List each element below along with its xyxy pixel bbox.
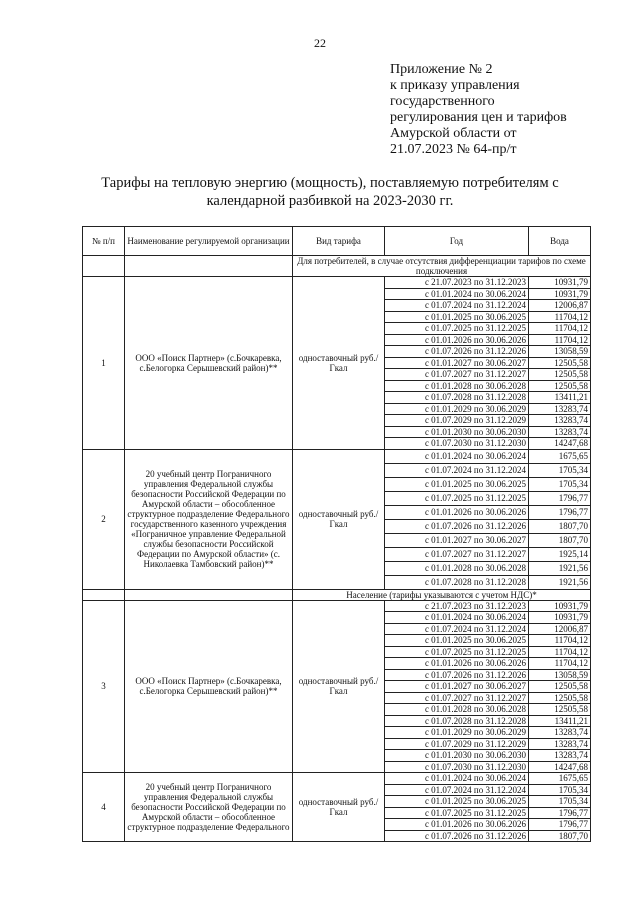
period-cell: с 01.07.2028 по 31.12.2028: [385, 715, 529, 727]
value-cell: 12006,87: [529, 623, 591, 635]
table-row: [83, 773, 591, 785]
value-cell: 13283,74: [529, 750, 591, 762]
tariff-kind: одноставочный руб./Гкал: [293, 600, 385, 773]
table-row: [83, 600, 591, 612]
header-year: Год: [385, 227, 529, 256]
value-cell: 11704,12: [529, 635, 591, 647]
period-cell: с 01.01.2024 по 30.06.2024: [385, 288, 529, 300]
period-cell: с 01.01.2026 по 30.06.2026: [385, 334, 529, 346]
period-cell: с 01.01.2026 по 30.06.2026: [385, 505, 529, 519]
appendix-line: регулирования цен и тарифов: [390, 110, 567, 125]
value-cell: 1796,77: [529, 807, 591, 819]
value-cell: 10931,79: [529, 600, 591, 612]
period-cell: с 01.01.2027 по 30.06.2027: [385, 681, 529, 693]
period-cell: с 01.07.2025 по 31.12.2025: [385, 491, 529, 505]
value-cell: 14247,68: [529, 438, 591, 450]
value-cell: 11704,12: [529, 311, 591, 323]
value-cell: 12505,58: [529, 692, 591, 704]
value-cell: 13283,74: [529, 426, 591, 438]
value-cell: 11704,12: [529, 658, 591, 670]
title-line: Тарифы на тепловую энергию (мощность), поставляемую потребителям с: [101, 175, 559, 191]
value-cell: 11704,12: [529, 323, 591, 335]
value-cell: 1921,56: [529, 575, 591, 589]
organization-name: 20 учебный центр Пограничного управления Федеральной службы безопасности Российской Федерации по Амурской области – обособленное структурное подразделение Федерального государственного казенного учреждения «Пограничное управление Федеральной службы безопасности Российской Федерации по Амурской области» (с. Николаевка Тамбовский район)**: [125, 449, 293, 589]
section-empty-cell: [125, 589, 293, 600]
header-org: Наименование регулируемой организации: [125, 227, 293, 256]
period-cell: с 01.01.2025 по 30.06.2025: [385, 477, 529, 491]
period-cell: с 01.07.2025 по 31.12.2025: [385, 323, 529, 335]
table-header-row: [83, 227, 591, 256]
section-heading: Население (тарифы указываются с учетом НДС)*: [293, 589, 591, 600]
value-cell: 1796,77: [529, 819, 591, 831]
section-row: [83, 589, 591, 600]
title-line: календарной разбивкой на 2023-2030 гг.: [206, 193, 454, 209]
period-cell: с 01.07.2029 по 31.12.2029: [385, 738, 529, 750]
value-cell: 13283,74: [529, 738, 591, 750]
value-cell: 1796,77: [529, 505, 591, 519]
period-cell: с 01.01.2030 по 30.06.2030: [385, 750, 529, 762]
period-cell: с 01.07.2027 по 31.12.2027: [385, 547, 529, 561]
value-cell: 12505,58: [529, 704, 591, 716]
period-cell: с 01.01.2029 по 30.06.2029: [385, 403, 529, 415]
row-number: 1: [83, 277, 125, 450]
value-cell: 13283,74: [529, 727, 591, 739]
value-cell: 10931,79: [529, 277, 591, 289]
value-cell: 13283,74: [529, 415, 591, 427]
period-cell: с 01.07.2024 по 31.12.2024: [385, 463, 529, 477]
period-cell: с 01.07.2028 по 31.12.2028: [385, 392, 529, 404]
value-cell: 13411,21: [529, 715, 591, 727]
appendix-line: 21.07.2023 № 64-пр/т: [390, 142, 517, 157]
value-cell: 1705,34: [529, 796, 591, 808]
value-cell: 11704,12: [529, 334, 591, 346]
value-cell: 1807,70: [529, 830, 591, 842]
period-cell: с 01.07.2027 по 31.12.2027: [385, 369, 529, 381]
value-cell: 13058,59: [529, 669, 591, 681]
header-num: № п/п: [83, 227, 125, 256]
value-cell: 14247,68: [529, 761, 591, 773]
period-cell: с 01.07.2025 по 31.12.2025: [385, 646, 529, 658]
value-cell: 1675,65: [529, 773, 591, 785]
value-cell: 13283,74: [529, 403, 591, 415]
period-cell: с 01.07.2026 по 31.12.2026: [385, 830, 529, 842]
period-cell: с 01.01.2024 по 30.06.2024: [385, 449, 529, 463]
section-empty-cell: [83, 589, 125, 600]
value-cell: 13411,21: [529, 392, 591, 404]
value-cell: 12505,58: [529, 357, 591, 369]
period-cell: с 01.01.2026 по 30.06.2026: [385, 819, 529, 831]
tariff-kind: одноставочный руб./Гкал: [293, 277, 385, 450]
period-cell: с 01.01.2025 по 30.06.2025: [385, 796, 529, 808]
appendix-line: к приказу управления: [390, 78, 520, 93]
organization-name: ООО «Поиск Партнер» (с.Бочкаревка, с.Белогорка Серышевский район)**: [125, 277, 293, 450]
period-cell: с 01.01.2027 по 30.06.2027: [385, 357, 529, 369]
period-cell: с 01.07.2024 по 31.12.2024: [385, 623, 529, 635]
organization-name: ООО «Поиск Партнер» (с.Бочкаревка, с.Белогорка Серышевский район)**: [125, 600, 293, 773]
value-cell: 1921,56: [529, 561, 591, 575]
value-cell: 1705,34: [529, 784, 591, 796]
period-cell: с 01.01.2027 по 30.06.2027: [385, 533, 529, 547]
value-cell: 10931,79: [529, 288, 591, 300]
period-cell: с 01.01.2024 по 30.06.2024: [385, 773, 529, 785]
period-cell: с 01.01.2028 по 30.06.2028: [385, 561, 529, 575]
period-cell: с 01.07.2030 по 31.12.2030: [385, 438, 529, 450]
row-number: 3: [83, 600, 125, 773]
period-cell: с 01.01.2029 по 30.06.2029: [385, 727, 529, 739]
tariff-table: [82, 226, 591, 842]
appendix-line: Приложение № 2: [390, 62, 493, 77]
value-cell: 1796,77: [529, 491, 591, 505]
period-cell: с 01.07.2028 по 31.12.2028: [385, 575, 529, 589]
row-number: 2: [83, 449, 125, 589]
value-cell: 1705,34: [529, 477, 591, 491]
value-cell: 10931,79: [529, 612, 591, 624]
value-cell: 1675,65: [529, 449, 591, 463]
row-number: 4: [83, 773, 125, 842]
period-cell: с 21.07.2023 по 31.12.2023: [385, 600, 529, 612]
period-cell: с 01.01.2026 по 30.06.2026: [385, 658, 529, 670]
period-cell: с 01.07.2026 по 31.12.2026: [385, 346, 529, 358]
value-cell: 1807,70: [529, 519, 591, 533]
page-number: 22: [314, 36, 326, 50]
appendix-line: Амурской области от: [390, 126, 517, 141]
organization-name: 20 учебный центр Пограничного управления Федеральной службы безопасности Российской Федерации по Амурской области – обособленное структурное подразделение Федерального: [125, 773, 293, 842]
section-heading: Для потребителей, в случае отсутствия дифференциации тарифов по схеме подключения: [293, 256, 591, 277]
table-row: [83, 277, 591, 289]
section-empty-cell: [83, 256, 125, 277]
value-cell: 12505,58: [529, 681, 591, 693]
value-cell: 1807,70: [529, 533, 591, 547]
section-empty-cell: [125, 256, 293, 277]
period-cell: с 01.01.2028 по 30.06.2028: [385, 704, 529, 716]
header-water: Вода: [529, 227, 591, 256]
section-row: [83, 256, 591, 277]
header-kind: Вид тарифа: [293, 227, 385, 256]
value-cell: 1925,14: [529, 547, 591, 561]
document-title: [60, 174, 600, 210]
tariff-kind: одноставочный руб./Гкал: [293, 773, 385, 842]
period-cell: с 01.07.2024 по 31.12.2024: [385, 784, 529, 796]
tariff-kind: одноставочный руб./Гкал: [293, 449, 385, 589]
value-cell: 12006,87: [529, 300, 591, 312]
period-cell: с 01.01.2024 по 30.06.2024: [385, 612, 529, 624]
value-cell: 11704,12: [529, 646, 591, 658]
period-cell: с 01.07.2025 по 31.12.2025: [385, 807, 529, 819]
period-cell: с 01.07.2026 по 31.12.2026: [385, 519, 529, 533]
appendix-header: [390, 62, 590, 158]
value-cell: 13058,59: [529, 346, 591, 358]
period-cell: с 01.07.2029 по 31.12.2029: [385, 415, 529, 427]
period-cell: с 01.07.2030 по 31.12.2030: [385, 761, 529, 773]
period-cell: с 21.07.2023 по 31.12.2023: [385, 277, 529, 289]
value-cell: 1705,34: [529, 463, 591, 477]
period-cell: с 01.01.2028 по 30.06.2028: [385, 380, 529, 392]
value-cell: 12505,58: [529, 369, 591, 381]
period-cell: с 01.01.2030 по 30.06.2030: [385, 426, 529, 438]
period-cell: с 01.07.2027 по 31.12.2027: [385, 692, 529, 704]
period-cell: с 01.07.2026 по 31.12.2026: [385, 669, 529, 681]
table-row: [83, 449, 591, 463]
appendix-line: государственного: [390, 94, 495, 109]
period-cell: с 01.01.2025 по 30.06.2025: [385, 311, 529, 323]
period-cell: с 01.07.2024 по 31.12.2024: [385, 300, 529, 312]
period-cell: с 01.01.2025 по 30.06.2025: [385, 635, 529, 647]
value-cell: 12505,58: [529, 380, 591, 392]
